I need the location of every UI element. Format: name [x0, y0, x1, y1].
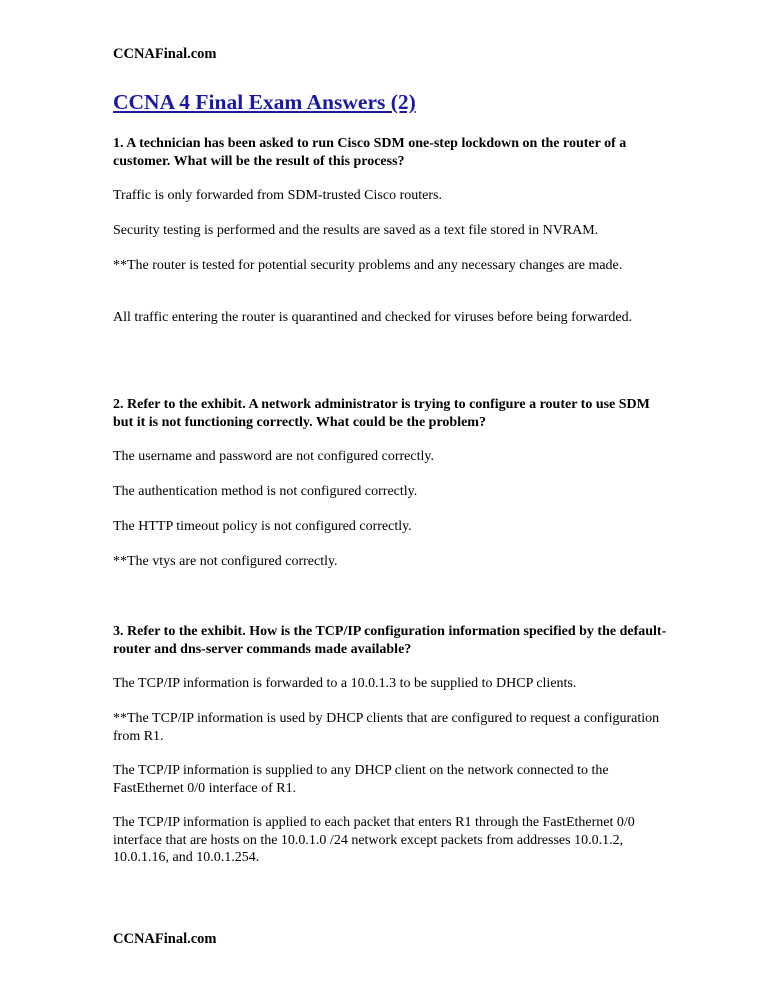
- q2-answer-3: The HTTP timeout policy is not configured correctly.: [113, 519, 412, 534]
- question-3: 3. Refer to the exhibit. How is the TCP/IP configuration information specified by the default-router and dns-server commands made available?: [113, 624, 667, 657]
- q2-answer-4-correct: **The vtys are not configured correctly.: [113, 554, 338, 569]
- q1-answer-3-correct: **The router is tested for potential security problems and any necessary changes are made.: [113, 258, 623, 273]
- page-title-link[interactable]: CCNA 4 Final Exam Answers (2): [113, 90, 416, 114]
- site-footer: CCNAFinal.com: [113, 931, 217, 947]
- q3-answer-3: The TCP/IP information is supplied to any DHCP client on the network connected to the FastEthernet 0/0 interface of R1.: [113, 763, 609, 796]
- q1-answer-1: Traffic is only forwarded from SDM-trusted Cisco routers.: [113, 188, 442, 203]
- q2-answer-2: The authentication method is not configured correctly.: [113, 484, 418, 499]
- q3-answer-2-correct: **The TCP/IP information is used by DHCP clients that are configured to request a configuration from R1.: [113, 711, 660, 744]
- q1-answer-4: All traffic entering the router is quarantined and checked for viruses before being forwarded.: [113, 310, 633, 325]
- q1-answer-2: Security testing is performed and the results are saved as a text file stored in NVRAM.: [113, 223, 599, 238]
- question-2: 2. Refer to the exhibit. A network administrator is trying to configure a router to use SDM but it is not functioning correctly. What could be the problem?: [113, 397, 650, 430]
- q3-answer-1: The TCP/IP information is forwarded to a 10.0.1.3 to be supplied to DHCP clients.: [113, 676, 577, 691]
- site-header: CCNAFinal.com: [113, 46, 217, 62]
- question-1: 1. A technician has been asked to run Cisco SDM one-step lockdown on the router of a customer. What will be the result of this process?: [113, 136, 627, 169]
- q3-answer-4: The TCP/IP information is applied to each packet that enters R1 through the FastEthernet 0/0 interface that are hosts on the 10.0.1.0 /24 network except packets from addresses 10.0.1.2, 10.0.1.16, and 10.0.1.254.: [113, 815, 635, 865]
- q2-answer-1: The username and password are not configured correctly.: [113, 449, 434, 464]
